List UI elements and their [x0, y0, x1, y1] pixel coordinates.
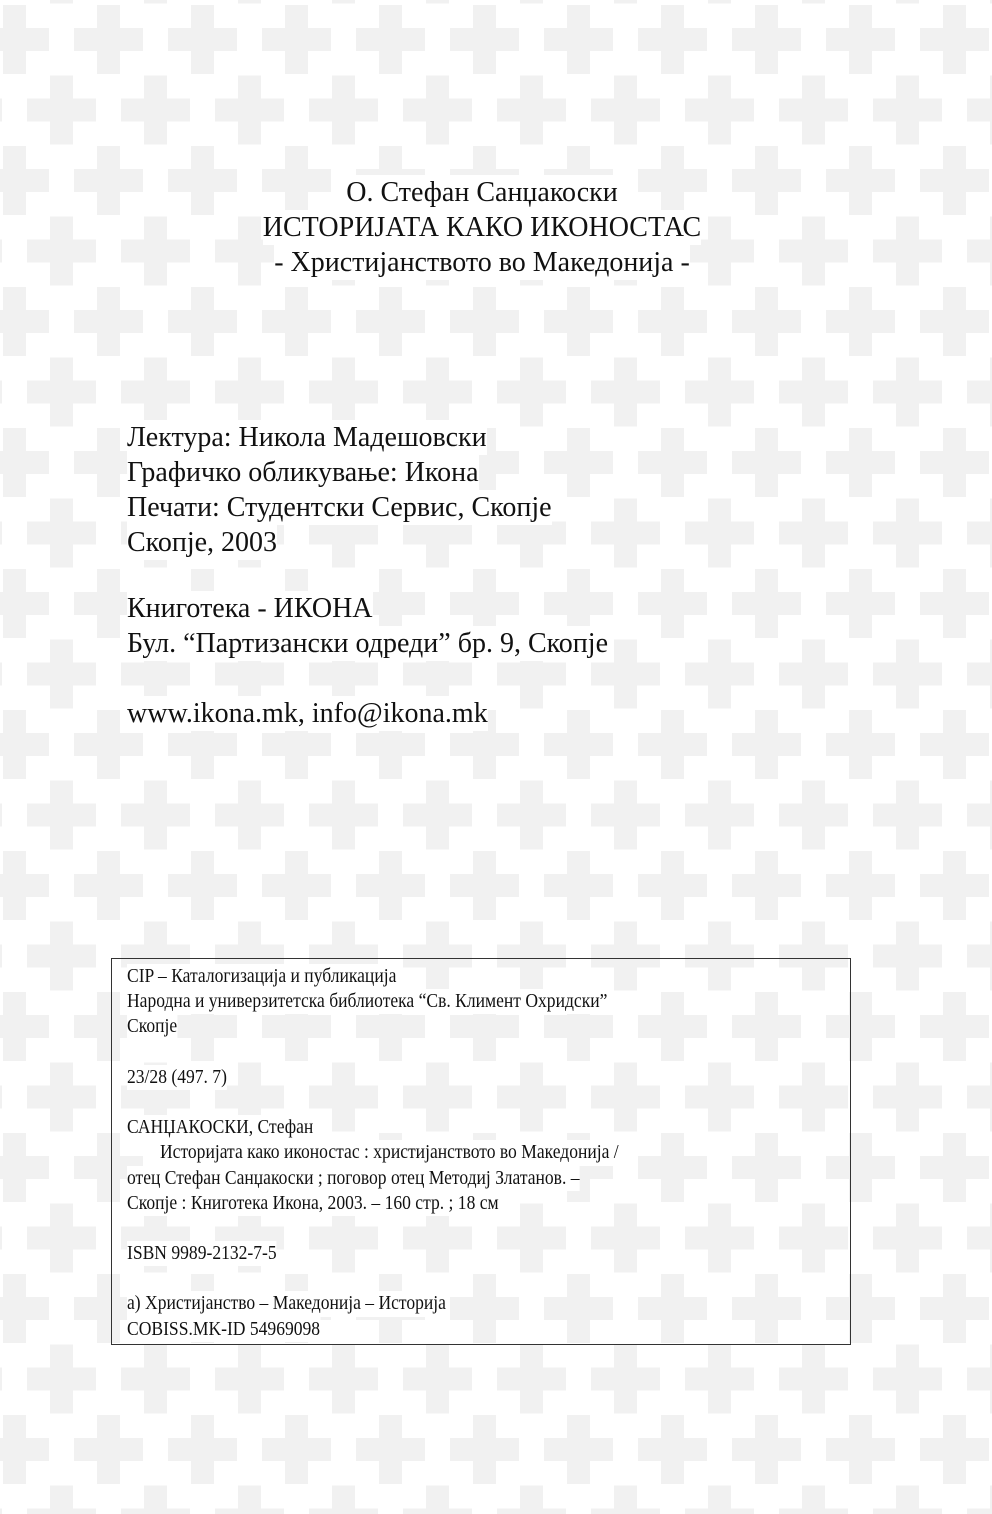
author-name: О. Стефан Санџакоски: [346, 177, 618, 208]
graphic-design-credit: Графичко обликување: Икона: [127, 457, 479, 488]
cip-library: Народна и универзитетска библиотека “Св. Климент Охридски”: [127, 989, 607, 1014]
credits-block: [127, 420, 552, 560]
cip-blank: [127, 1266, 670, 1291]
cip-imprint: Скопје : Книготека Икона, 2003. – 160 стр. ; 18 см: [127, 1191, 499, 1216]
cip-responsibility: отец Стефан Санџакоски ; поговор отец Методиј Златанов. –: [127, 1166, 580, 1191]
contact-block: [127, 696, 488, 731]
cip-record-box: [111, 958, 851, 1345]
subtitle-line: [0, 245, 964, 280]
cip-record-text: [127, 964, 670, 1342]
publisher-address: Бул. “Партизански одреди” бр. 9, Скопје: [127, 628, 608, 659]
cip-blank: [127, 1216, 670, 1241]
cip-author: САНЏАКОСКИ, Стефан: [127, 1115, 313, 1140]
cip-city: Скопје: [127, 1014, 177, 1039]
cip-title: Историјата како иконостас : христијанството во Македонија /: [160, 1140, 619, 1165]
cip-blank: [127, 1040, 670, 1065]
cip-subject: а) Христијанство – Македонија – Историја: [127, 1291, 446, 1316]
place-year: Скопје, 2003: [127, 527, 278, 558]
title-line: [0, 210, 964, 245]
cip-isbn: ISBN 9989-2132-7-5: [127, 1241, 277, 1266]
proofreading-credit: Лектура: Никола Мадешовски: [127, 422, 487, 453]
book-title: ИСТОРИЈАТА КАКО ИКОНОСТАС: [262, 212, 702, 243]
cip-udc: 23/28 (497. 7): [127, 1065, 227, 1090]
author-line: [0, 175, 964, 210]
website-email: www.ikona.mk, info@ikona.mk: [127, 698, 488, 729]
cip-cobiss-id: COBISS.MK-ID 54969098: [127, 1317, 320, 1342]
printer-credit: Печати: Студентски Сервис, Скопје: [127, 492, 552, 523]
publisher-block: [127, 591, 608, 661]
cip-heading: CIP – Каталогизација и публикација: [127, 964, 396, 989]
cip-blank: [127, 1090, 670, 1115]
book-subtitle: - Христијанството во Македонија -: [274, 247, 690, 278]
title-block: [0, 175, 964, 280]
publisher-name: Книготека - ИКОНА: [127, 593, 373, 624]
